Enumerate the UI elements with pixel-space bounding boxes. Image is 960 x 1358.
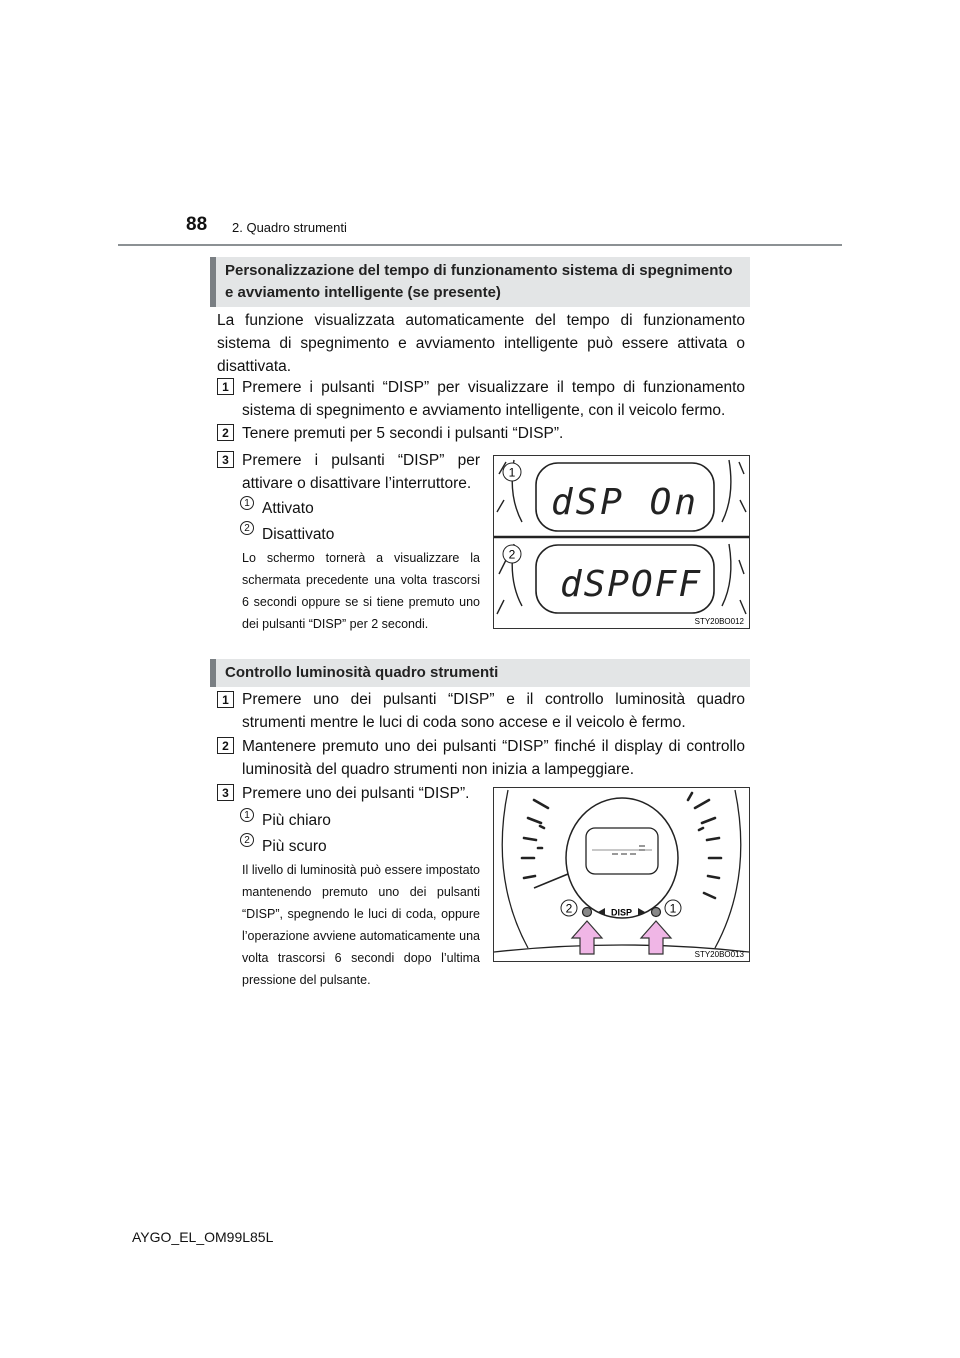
chapter-title: 2. Quadro strumenti [232,220,347,235]
step2-text-1: Premere uno dei pulsanti “DISP” e il controllo luminosità quadro strumenti mentre le luci di coda sono accese e il veicolo è fermo. [242,691,745,731]
option-darker: Più scuro [262,838,327,855]
section-intro: La funzione visualizzata automaticamente del tempo di funzionamento sistema di spegnimento e avviamento intelligente può essere attivata o disattivata. [217,312,745,375]
step2-text-2: Mantenere premuto uno dei pulsanti “DISP” finché il display di controllo luminosità del quadro strumenti non inizia a lampeggiare. [242,738,745,778]
option2-number-2: 2 [240,833,254,847]
press-arrow-right [641,921,671,954]
figure1-callout-2: 2 [508,547,516,562]
option-activated: Attivato [262,500,314,517]
step-number-2: 2 [217,424,234,441]
figure-disp-onoff [493,455,750,629]
section2-note: Il livello di luminosità può essere impostato mantenendo premuto uno dei pulsanti “DISP”, spegnendo le luci di coda, oppure l’operazione avviene automaticamente una volta trascorsi 6 secondi dopo l’ultima pressione del pulsante. [242,863,480,987]
step2-number-1: 1 [217,691,234,708]
step-text-3: Premere i pulsanti “DISP” per attivare o disattivare l’interruttore. [242,452,480,492]
option-number-2: 2 [240,521,254,535]
step2-text-3: Premere uno dei pulsanti “DISP”. [242,785,470,802]
section-heading-brightness: Controllo luminosità quadro strumenti [210,659,750,687]
figure-brightness-buttons [493,787,750,962]
step2-number-3: 3 [217,784,234,801]
header-divider [118,244,842,246]
page-number: 88 [186,214,208,235]
option2-number-1: 1 [240,808,254,822]
display-readout-off: dSPOFF [559,564,702,605]
step2-number-2: 2 [217,737,234,754]
figure2-callout-1: 1 [669,901,677,916]
display-readout-on: dSP On [550,482,699,523]
section1-note: Lo schermo tornerà a visualizzare la schermata precedente una volta trascorsi 6 secondi oppure se si tiene premuto uno dei pulsanti “DISP” per 2 secondi. [242,551,480,631]
figure1-callout-1: 1 [508,465,516,480]
figure1-id: STY20BO012 [694,617,744,626]
disp-button-label: DISP [610,907,633,918]
figure2-callout-2: 2 [565,901,573,916]
figure2-id: STY20BO013 [694,950,744,959]
step-text-2: Tenere premuti per 5 secondi i pulsanti “DISP”. [242,425,564,442]
section-heading-intelligent-stop: Personalizzazione del tempo di funzionamento sistema di spegnimento e avviamento intelligente (se presente) [210,257,750,307]
press-arrow-left [572,921,602,954]
press-arrows [572,921,671,954]
manual-code: AYGO_EL_OM99L85L [132,1229,274,1245]
step-text-1: Premere i pulsanti “DISP” per visualizzare il tempo di funzionamento sistema di spegnimento e avviamento intelligente, con il veicolo fermo. [242,379,745,419]
step-number-3: 3 [217,451,234,468]
option-brighter: Più chiaro [262,812,331,829]
step-number-1: 1 [217,378,234,395]
option-number-1: 1 [240,496,254,510]
option-deactivated: Disattivato [262,526,335,543]
